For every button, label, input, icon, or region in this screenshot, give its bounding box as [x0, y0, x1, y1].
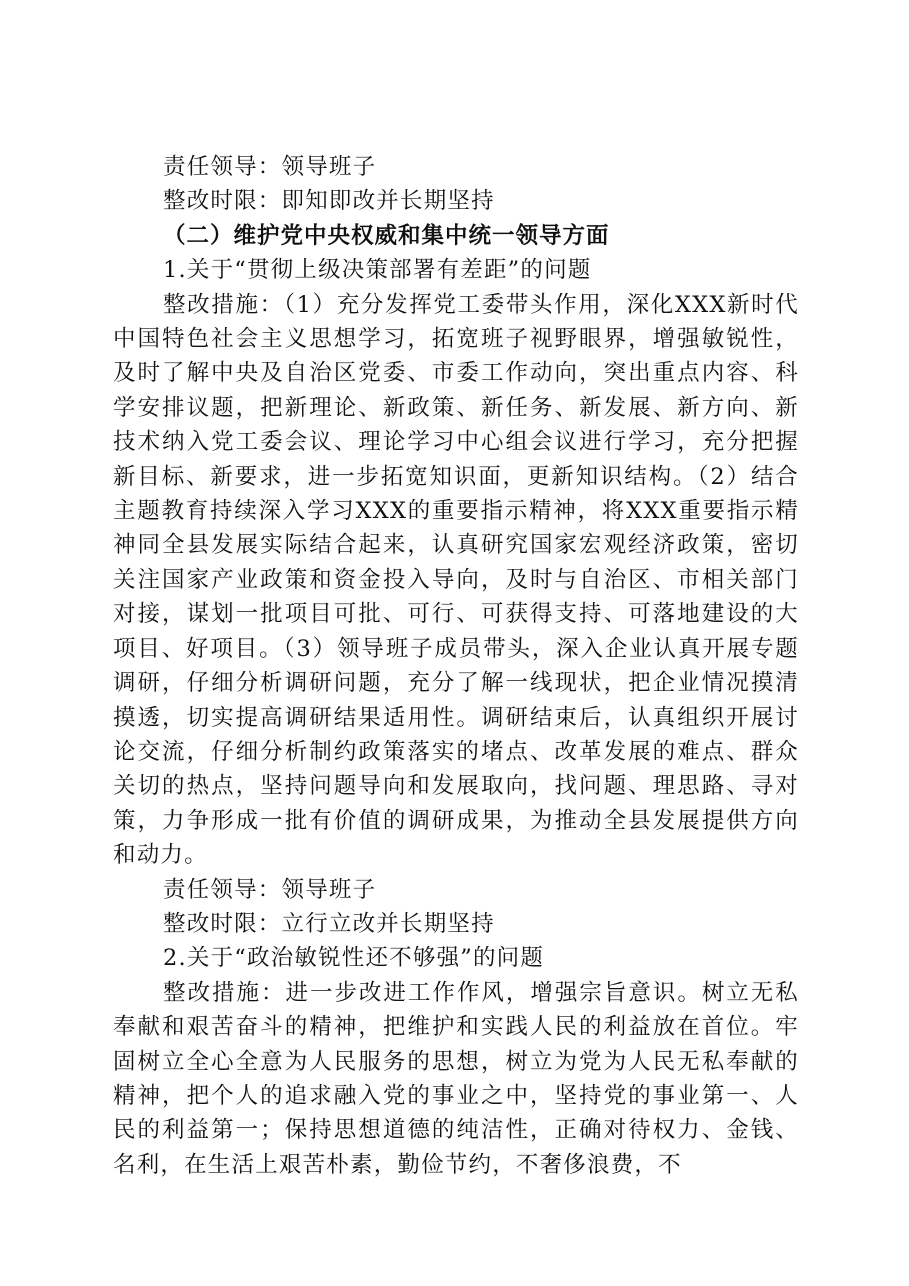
issue-title: 2.关于“政治敏锐性还不够强”的问题	[163, 945, 545, 972]
deadline-line: 整改时限：即知即改并长期坚持	[163, 188, 495, 215]
measures-paragraph: 整改措施：（1）充分发挥党工委带头作用，深化XXX新时代中国特色社会主义思想学习，拓宽班子视野眼界，增强敏锐性，及时了解中央及自治区党委、市委工作动向，突出重点内容、科学安排议题，把新理论、新政策、新任务、新发展、新方向、新技术纳入党工委会议、理论学习中心组会议进行学习，充分把握新目标、新要求，进一步拓宽知识面，更新知识结构。（2）结合主题教育持续深入学习XXX的重要指示精神，将XXX重要指示精神同全县发展实际结合起来，认真研究国家宏观经济政策，密切关注国家产业政策和资金投入导向，及时与自治区、市相关部门对接，谋划一批项目可批、可行、可获得支持、可落地建设的大项目、好项目。（3）领导班子成员带头，深入企业认真开展专题调研，仔细分析调研问题，充分了解一线现状，把企业情况摸清摸透，切实提高调研结果适用性。调研结束后，认真组织开展讨论交流，仔细分析制约政策落实的堵点、改革发展的难点、群众关切的热点，坚持问题导向和发展取向，找问题、理思路、寻对策，力争形成一批有价值的调研成果，为推动全县发展提供方向和动力。	[113, 291, 799, 869]
responsible-leader-line: 责任领导：领导班子	[163, 876, 377, 903]
issue-title: 1.关于“贯彻上级决策部署有差距”的问题	[163, 257, 592, 284]
section-heading: （二）维护党中央权威和集中统一领导方面	[163, 222, 610, 249]
deadline-line: 整改时限：立行立改并长期坚持	[163, 910, 495, 937]
document-body	[113, 150, 799, 1182]
responsible-leader-line: 责任领导：领导班子	[163, 154, 377, 180]
measures-paragraph: 整改措施：进一步改进工作作风，增强宗旨意识。树立无私奉献和艰苦奋斗的精神，把维护和实践人民的利益放在首位。牢固树立全心全意为人民服务的思想，树立为党为人民无私奉献的精神，把个人的追求融入党的事业之中，坚持党的事业第一、人民的利益第一；保持思想道德的纯洁性，正确对待权力、金钱、名利，在生活上艰苦朴素，勤俭节约，不奢侈浪费，不	[113, 979, 799, 1178]
